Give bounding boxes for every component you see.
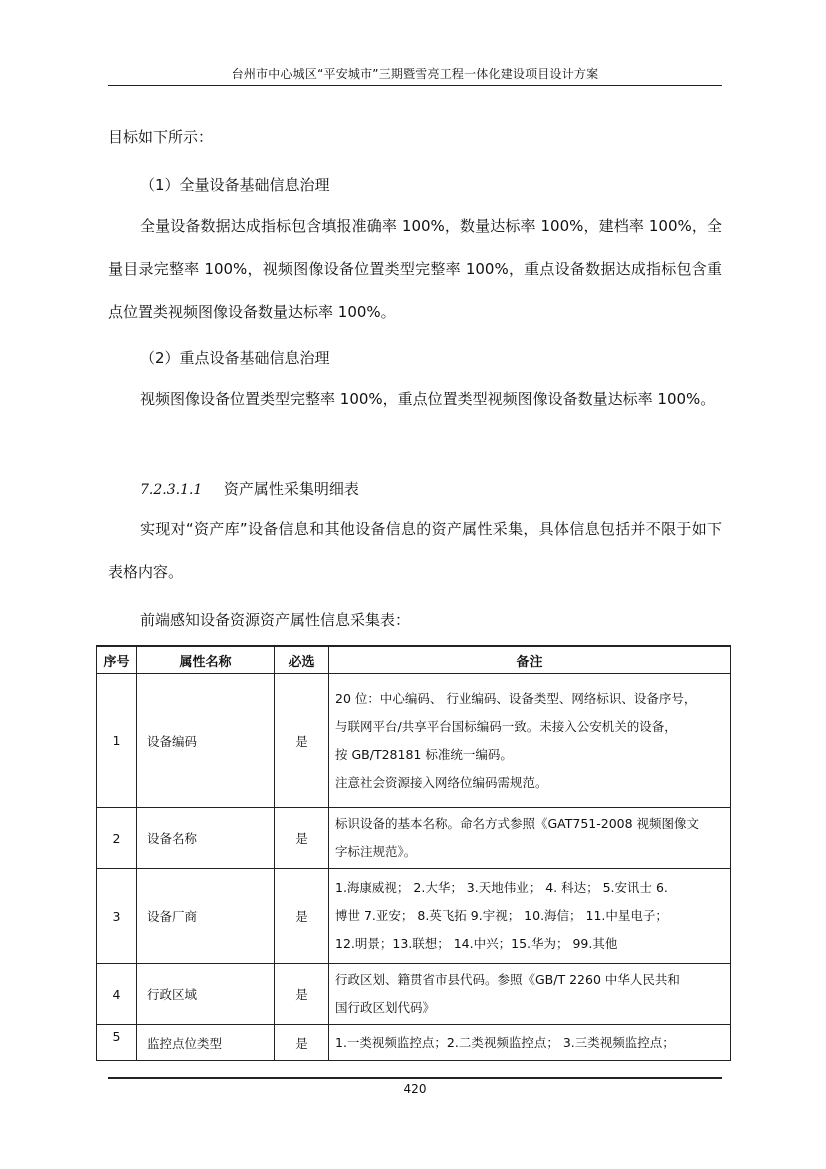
header-note: 备注	[329, 646, 731, 674]
row-required: 是	[275, 964, 329, 1025]
note-line: 标识设备的基本名称。命名方式参照《GAT751-2008 视频图像文	[335, 816, 700, 831]
running-header: 台州市中心城区“平安城市”三期暨雪亮工程一体化建设项目设计方案	[231, 67, 599, 81]
row-no: 4	[97, 964, 137, 1025]
note-line: 按 GB/T28181 标准统一编码。	[335, 746, 513, 762]
note-line: 字标注规范》。	[335, 844, 417, 859]
table-header-row	[97, 646, 731, 674]
note-line: 行政区划、籍贯省市县代码。参照《GB/T 2260 中华人民共和	[335, 972, 680, 987]
paragraph-asset-collection: 实现对“资产库”设备信息和其他设备信息的资产属性采集，具体信息包括并不限于如下表格内容。	[108, 520, 722, 581]
note-line: 国行政区划代码》	[335, 1000, 436, 1015]
subheading-key-device: （2）重点设备基础信息治理	[140, 349, 330, 367]
intro-paragraph: 目标如下所示：	[108, 128, 214, 146]
paragraph-key-device-metrics: 视频图像设备位置类型完整率 100%，重点位置类型视频图像设备数量达标率 100%。	[140, 390, 716, 408]
table-row	[97, 808, 731, 869]
note-line: 20 位：中心编码、 行业编码、设备类型、网络标识、设备序号，	[335, 690, 697, 706]
row-note	[329, 808, 731, 869]
header-no: 序号	[97, 646, 137, 674]
row-no: 2	[97, 808, 137, 869]
note-line: 1.海康威视； 2.大华； 3.天地伟业； 4. 科达； 5.安讯士 6.	[335, 880, 668, 895]
footer-divider	[108, 1077, 722, 1079]
note-line: 12.明景；13.联想； 14.中兴；15.华为； 99.其他	[335, 936, 618, 951]
section-number: 7.2.3.1.1	[140, 482, 203, 498]
row-note	[329, 674, 731, 808]
note-line: 注意社会资源接入网络位编码需规范。	[335, 774, 548, 790]
row-note	[329, 964, 731, 1025]
row-no: 3	[97, 869, 137, 964]
table-row	[97, 1025, 731, 1061]
row-note	[329, 1025, 731, 1061]
row-required: 是	[275, 808, 329, 869]
row-attribute-name: 设备名称	[137, 808, 275, 869]
row-required: 是	[275, 869, 329, 964]
section-heading	[140, 478, 359, 499]
subheading-full-device: （1）全量设备基础信息治理	[140, 176, 330, 194]
row-note	[329, 869, 731, 964]
table-row	[97, 869, 731, 964]
table-row	[97, 674, 731, 808]
header-divider	[108, 85, 722, 86]
table-caption: 前端感知设备资源资产属性信息采集表：	[140, 611, 411, 629]
table-row	[97, 964, 731, 1025]
row-attribute-name: 设备编码	[137, 674, 275, 808]
note-line: 1.一类视频监控点；2.二类视频监控点； 3.三类视频监控点；	[335, 1034, 675, 1050]
row-attribute-name: 设备厂商	[137, 869, 275, 964]
paragraph-full-device-metrics: 全量设备数据达成指标包含填报准确率 100%，数量达标率 100%，建档率 100%，全量目录完整率 100%，视频图像设备位置类型完整率 100%，重点设备数据达成指标包含重点位置类视频图像设备数量达标率 100%。	[108, 217, 722, 321]
row-attribute-name: 监控点位类型	[137, 1025, 275, 1061]
row-no: 1	[97, 674, 137, 808]
section-title: 资产属性采集明细表	[223, 480, 359, 498]
row-attribute-name: 行政区域	[137, 964, 275, 1025]
row-required: 是	[275, 674, 329, 808]
asset-attribute-table	[96, 645, 731, 1061]
note-line: 与联网平台/共享平台国标编码一致。未接入公安机关的设备，	[335, 718, 677, 734]
page-number: 420	[403, 1082, 427, 1096]
row-no: 5	[97, 1025, 137, 1061]
header-attribute-name: 属性名称	[137, 646, 275, 674]
header-required: 必选	[275, 646, 329, 674]
row-required: 是	[275, 1025, 329, 1061]
note-line: 博世 7.亚安； 8.英飞拓 9.宇视； 10.海信； 11.中星电子；	[335, 908, 668, 923]
